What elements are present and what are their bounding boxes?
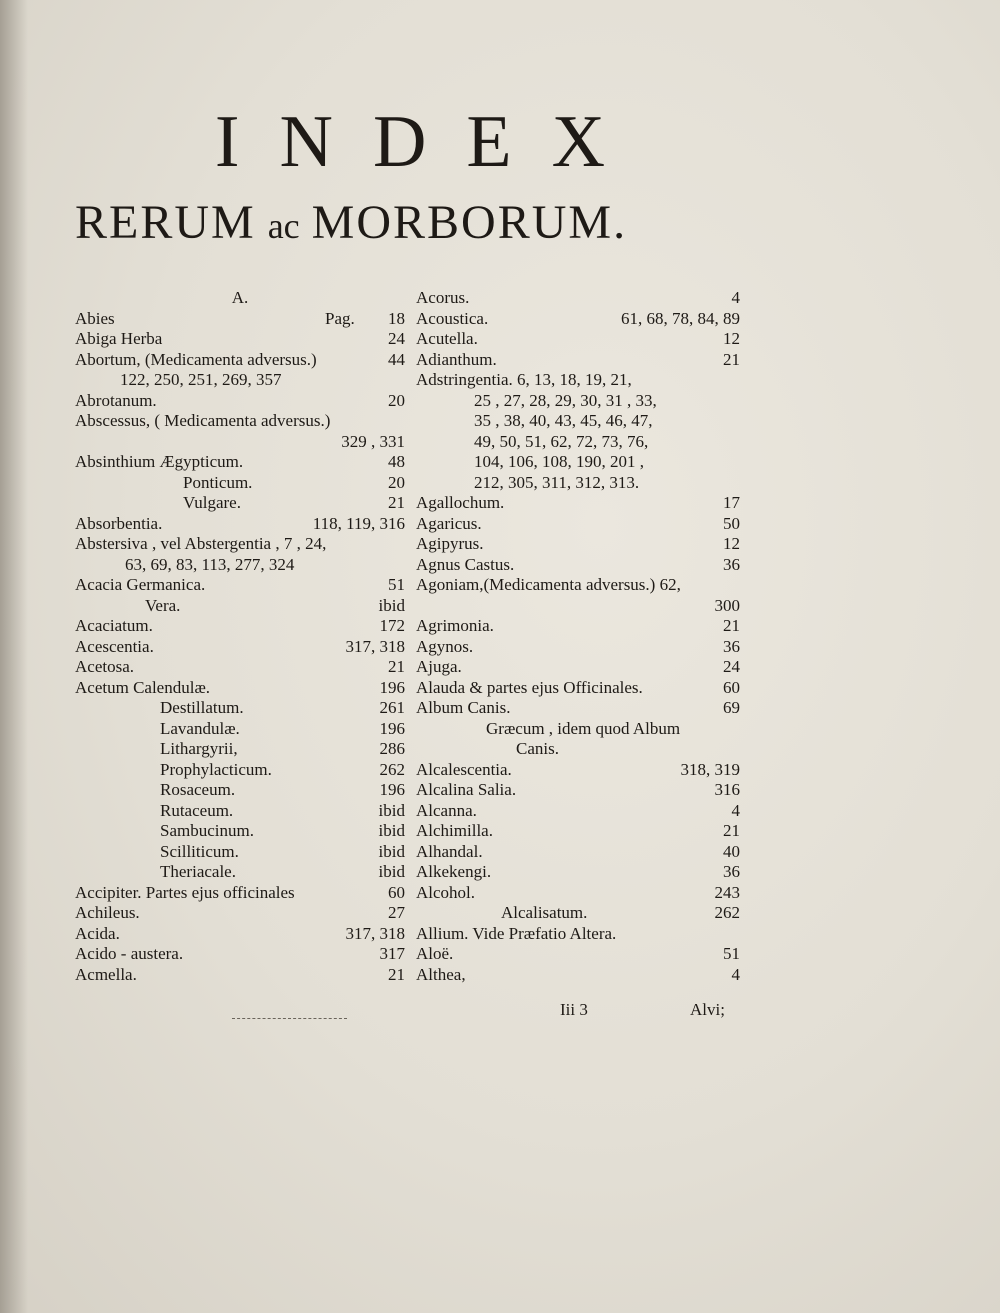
index-entry-pages: 300 xyxy=(714,595,740,615)
index-entry xyxy=(416,965,740,986)
index-entry-term: Alhandal. xyxy=(416,841,483,861)
index-entry-term: Theriacale. xyxy=(160,862,236,881)
index-entry-pages: 318, 319 xyxy=(680,759,740,779)
index-entry xyxy=(75,370,405,391)
subtitle-word-rerum: RERUM xyxy=(75,196,256,249)
index-entry-pages: 24 xyxy=(388,329,405,348)
index-entry-term: Adstringentia. 6, 13, 18, 19, 21, xyxy=(416,370,632,389)
index-entry-term: Alauda & partes ejus Officinales. xyxy=(416,677,643,697)
index-entry xyxy=(75,944,405,965)
index-entry-pages: 21 xyxy=(388,964,405,984)
index-entry xyxy=(416,657,740,678)
index-entry xyxy=(75,637,405,658)
index-entry-term: 49, 50, 51, 62, 72, 73, 76, xyxy=(474,431,649,451)
index-entry-term: Acacia Germanica. xyxy=(75,575,206,594)
index-entry-term: Abies xyxy=(75,308,115,328)
index-entry xyxy=(416,370,740,391)
index-entry xyxy=(75,452,405,473)
index-entry-pages: 69 xyxy=(723,698,740,717)
index-entry-term: Acetosa. xyxy=(75,657,135,676)
index-entry xyxy=(416,473,740,494)
index-entry-term: Ponticum. xyxy=(183,472,253,492)
index-entry-term: Absinthium Ægypticum. xyxy=(75,452,244,471)
index-entry-term: Acoustica. xyxy=(416,308,489,328)
index-entry-pages: 317, 318 xyxy=(345,636,405,656)
index-entry xyxy=(75,965,405,986)
index-letter-heading xyxy=(75,288,405,309)
index-entry xyxy=(416,862,740,883)
signature-mark: Iii 3 xyxy=(560,1000,588,1019)
index-column-left xyxy=(75,288,405,985)
index-entry-pages: 243 xyxy=(714,882,740,902)
index-entry xyxy=(416,801,740,822)
index-entry-term: Alcanna. xyxy=(416,800,477,820)
index-entry xyxy=(416,555,740,576)
index-entry xyxy=(416,678,740,699)
index-entry xyxy=(75,862,405,883)
index-entry-term: Alcohol. xyxy=(416,882,476,902)
index-entry-term: Alkekengi. xyxy=(416,862,492,881)
index-entry-term: Acescentia. xyxy=(75,636,154,656)
index-entry-term: Acmella. xyxy=(75,964,137,984)
index-entry-term: Achileus. xyxy=(75,903,140,922)
subtitle-word-morborum: MORBORUM. xyxy=(311,196,628,249)
index-entry-pages: 317, 318 xyxy=(345,923,405,943)
index-entry-pages: 17 xyxy=(723,493,740,512)
index-entry-pages: 60 xyxy=(388,882,405,902)
index-entry-pages: 44 xyxy=(388,349,405,369)
index-entry-pages: 18 xyxy=(388,308,405,328)
index-entry-pages: 262 xyxy=(714,903,740,922)
index-entry-pages: ibid xyxy=(378,800,405,820)
index-entry-term: Allium. Vide Præfatio Altera. xyxy=(416,923,617,943)
index-entry xyxy=(416,452,740,473)
index-entry xyxy=(416,309,740,330)
index-entry xyxy=(75,657,405,678)
index-entry-term: Agynos. xyxy=(416,636,474,656)
index-entry-pages: 329 , 331 xyxy=(341,431,405,451)
index-entry-pages: 20 xyxy=(388,472,405,492)
index-entry xyxy=(75,391,405,412)
index-entry xyxy=(416,924,740,945)
index-entry-term: Aloë. xyxy=(416,944,454,963)
index-entry-pages: 51 xyxy=(723,944,740,963)
index-entry xyxy=(416,350,740,371)
index-entry-term: Canis. xyxy=(516,739,559,758)
gutter-shadow xyxy=(0,0,28,1313)
index-entry-pages: 21 xyxy=(723,616,740,635)
index-entry-term: Prophylacticum. xyxy=(160,759,272,779)
index-entry-pages: ibid xyxy=(378,841,405,861)
index-entry-term: 63, 69, 83, 113, 277, 324 xyxy=(125,554,295,574)
index-entry xyxy=(75,780,405,801)
index-entry-pages: 196 xyxy=(379,780,405,799)
index-entry xyxy=(416,760,740,781)
index-entry xyxy=(416,596,740,617)
index-entry xyxy=(75,678,405,699)
index-entry-pages: 27 xyxy=(388,903,405,922)
index-entry xyxy=(75,575,405,596)
page-title: INDEX xyxy=(214,101,646,183)
index-entry-pages: 118, 119, 316 xyxy=(312,513,405,533)
index-entry-pages: 40 xyxy=(723,841,740,861)
index-entry-pages: 60 xyxy=(723,677,740,697)
index-entry-pages: 12 xyxy=(723,329,740,348)
index-entry xyxy=(416,719,740,740)
index-entry-term: Agallochum. xyxy=(416,493,505,512)
index-entry-term: Agoniam,(Medicamenta adversus.) 62, xyxy=(416,575,681,594)
index-entry-term: Acida. xyxy=(75,923,120,943)
index-entry xyxy=(75,534,405,555)
index-entry-term: Alcalescentia. xyxy=(416,759,512,779)
index-entry-pages: 48 xyxy=(388,452,405,471)
index-entry xyxy=(75,842,405,863)
index-entry xyxy=(416,883,740,904)
index-entry xyxy=(75,698,405,719)
index-entry-pages: 4 xyxy=(731,964,740,984)
index-entry-pages: 21 xyxy=(388,657,405,676)
index-entry xyxy=(75,924,405,945)
index-entry xyxy=(416,493,740,514)
index-entry-term: 25 , 27, 28, 29, 30, 31 , 33, xyxy=(474,390,657,410)
index-entry-term: Acido - austera. xyxy=(75,944,184,963)
catchword: Alvi; xyxy=(690,1000,725,1019)
index-entry-term: Alcalina Salia. xyxy=(416,780,517,799)
letter-heading-text: A. xyxy=(231,288,249,307)
index-entry-term: Scilliticum. xyxy=(160,841,239,861)
index-entry xyxy=(416,432,740,453)
index-entry-term: Vera. xyxy=(145,595,181,615)
index-entry-pages: 36 xyxy=(723,554,740,574)
index-entry-pages: 317 xyxy=(379,944,405,963)
index-entry-term: Alcalisatum. xyxy=(501,903,588,922)
index-entry-pages: 24 xyxy=(723,657,740,676)
index-entry xyxy=(75,821,405,842)
index-entry-pages: 262 xyxy=(379,759,405,779)
index-entry xyxy=(416,391,740,412)
index-entry-pages: 21 xyxy=(723,821,740,840)
index-entry xyxy=(416,411,740,432)
index-entry xyxy=(416,842,740,863)
index-entry-pages: 12 xyxy=(723,534,740,553)
index-entry-term: Rutaceum. xyxy=(160,800,234,820)
index-entry xyxy=(416,739,740,760)
index-entry xyxy=(75,596,405,617)
index-entry-term: Abortum, (Medicamenta adversus.) xyxy=(75,349,317,369)
index-entry-term: Agipyrus. xyxy=(416,534,484,553)
index-entry-pages: 21 xyxy=(388,493,405,512)
index-entry xyxy=(75,739,405,760)
index-entry-pages: 61, 68, 78, 84, 89 xyxy=(621,308,740,328)
index-entry-term: Agrimonia. xyxy=(416,616,494,635)
index-entry xyxy=(75,514,405,535)
index-entry-term: Vulgare. xyxy=(183,493,241,512)
index-entry-pages: 316 xyxy=(714,780,740,799)
index-entry xyxy=(75,473,405,494)
index-entry-pages: 21 xyxy=(723,349,740,369)
index-entry-term: Abrotanum. xyxy=(75,390,157,410)
index-entry xyxy=(75,329,405,350)
index-entry-term: Græcum , idem quod Album xyxy=(486,718,681,738)
index-entry xyxy=(416,534,740,555)
index-entry-term: Abiga Herba xyxy=(75,329,163,348)
index-entry-pages: ibid xyxy=(378,862,405,881)
index-entry xyxy=(416,616,740,637)
index-entry xyxy=(75,616,405,637)
footer-rule xyxy=(232,1018,347,1019)
index-entry xyxy=(416,698,740,719)
index-entry xyxy=(75,719,405,740)
index-entry xyxy=(75,432,405,453)
index-entry xyxy=(416,903,740,924)
index-entry-pages: 20 xyxy=(388,390,405,410)
index-column-right xyxy=(416,288,740,985)
index-entry-term: 212, 305, 311, 312, 313. xyxy=(474,472,640,492)
index-entry xyxy=(416,944,740,965)
index-entry-term: Album Canis. xyxy=(416,698,511,717)
index-entry xyxy=(75,555,405,576)
index-entry-pages: 286 xyxy=(379,739,405,758)
index-entry xyxy=(416,329,740,350)
index-entry xyxy=(416,575,740,596)
index-entry-term: Agnus Castus. xyxy=(416,554,515,574)
index-entry-term: Destillatum. xyxy=(160,698,244,717)
index-entry-term: Abstersiva , vel Abstergentia , 7 , 24, xyxy=(75,534,327,553)
index-entry-term: Absorbentia. xyxy=(75,513,163,533)
index-entry-pag-label: Pag. xyxy=(325,308,355,328)
index-entry-pages: 196 xyxy=(379,718,405,738)
index-entry-term: Acorus. xyxy=(416,288,470,307)
index-entry-pages: 172 xyxy=(379,616,405,635)
index-entry-pages: 50 xyxy=(723,513,740,533)
index-entry xyxy=(416,637,740,658)
index-entry-pages: 196 xyxy=(379,677,405,697)
index-entry xyxy=(75,493,405,514)
index-entry-term: Lavandulæ. xyxy=(160,718,240,738)
index-entry xyxy=(75,760,405,781)
index-entry-term: Acaciatum. xyxy=(75,616,153,635)
index-entry-pages: 36 xyxy=(723,636,740,656)
index-entry-pages: 36 xyxy=(723,862,740,881)
index-entry xyxy=(75,801,405,822)
index-entry-term: 104, 106, 108, 190, 201 , xyxy=(474,452,644,471)
index-entry-term: Sambucinum. xyxy=(160,821,254,840)
index-entry xyxy=(75,883,405,904)
index-entry xyxy=(416,780,740,801)
subtitle-word-ac: ac xyxy=(267,206,300,246)
index-entry-term: Agaricus. xyxy=(416,513,482,533)
index-entry-term: 122, 250, 251, 269, 357 xyxy=(120,370,282,389)
index-entry-term: Rosaceum. xyxy=(160,780,236,799)
index-entry-term: 35 , 38, 40, 43, 45, 46, 47, xyxy=(474,411,653,430)
index-entry-pages: 51 xyxy=(388,575,405,594)
index-entry xyxy=(75,350,405,371)
page-subtitle xyxy=(75,195,755,250)
index-entry-term: Accipiter. Partes ejus officinales xyxy=(75,882,295,902)
index-entry-term: Alchimilla. xyxy=(416,821,493,840)
index-entry-pages: 4 xyxy=(731,800,740,820)
index-entry xyxy=(416,821,740,842)
index-entry-pages: 261 xyxy=(379,698,405,717)
index-entry-pages: ibid xyxy=(378,821,405,840)
index-entry-term: Ajuga. xyxy=(416,657,462,676)
index-entry-pages: ibid xyxy=(378,595,405,615)
index-entry xyxy=(416,514,740,535)
index-entry-pages: 4 xyxy=(731,288,740,307)
index-entry-term: Acetum Calendulæ. xyxy=(75,677,211,697)
index-entry xyxy=(75,903,405,924)
index-entry-term: Adianthum. xyxy=(416,349,497,369)
index-entry-term: Lithargyrii, xyxy=(160,739,238,758)
index-entry xyxy=(75,411,405,432)
index-entry xyxy=(75,309,405,330)
index-entry-term: Abscessus, ( Medicamenta adversus.) xyxy=(75,411,331,430)
index-entry-term: Althea, xyxy=(416,964,466,984)
index-entry-term: Acutella. xyxy=(416,329,478,348)
index-entry xyxy=(416,288,740,309)
